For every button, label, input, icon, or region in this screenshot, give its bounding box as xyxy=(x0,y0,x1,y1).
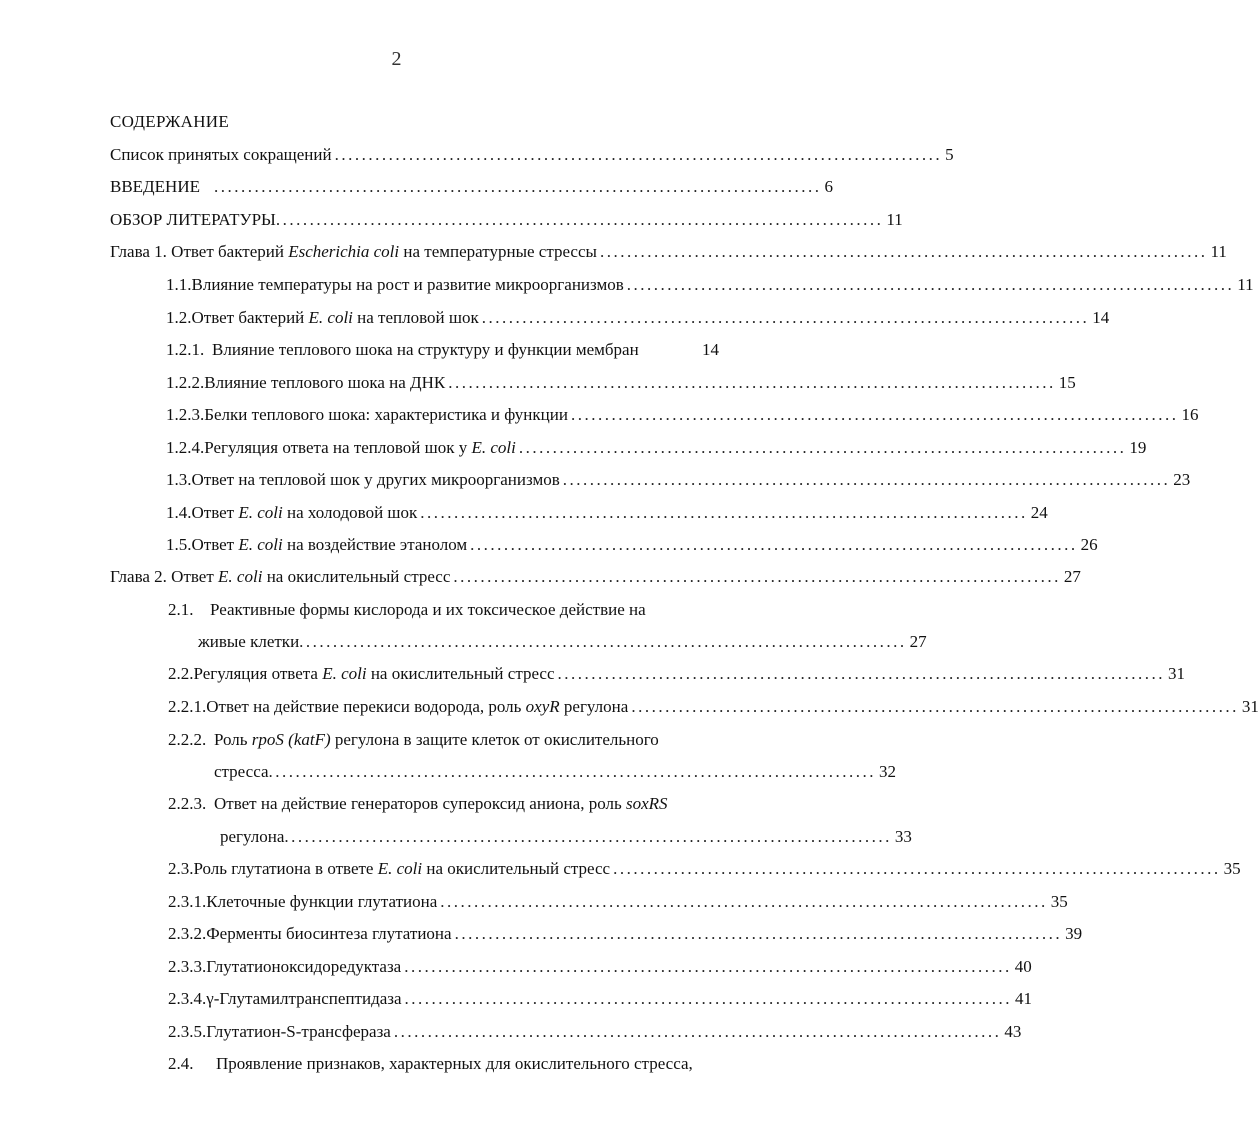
toc-entry-number: 1.3. xyxy=(166,470,192,489)
toc-page-number: 24 xyxy=(1030,503,1048,522)
toc-entry-text: Роль rpoS (katF) регулона в защите клеток от окислительного xyxy=(214,730,659,749)
toc-entry-text: Белки теплового шока: характеристика и функции xyxy=(204,405,568,424)
toc-entry-text: ОБЗОР ЛИТЕРАТУРЫ xyxy=(110,210,276,229)
toc-entry-number: 2.3.1. xyxy=(168,892,207,911)
toc-entry-text: Регуляция ответа на тепловой шок у E. coli xyxy=(204,438,516,457)
toc-entry[interactable] xyxy=(168,730,659,752)
toc-entry[interactable] xyxy=(168,664,1186,686)
toc-entry[interactable] xyxy=(220,827,912,849)
page-number: 2 xyxy=(391,48,402,70)
toc-entry-number: 2.3. xyxy=(168,859,194,878)
toc-entry[interactable] xyxy=(168,697,1259,719)
toc-entry[interactable] xyxy=(110,242,1227,264)
toc-page-number: 15 xyxy=(1058,373,1076,392)
toc-page-number: 31 xyxy=(1168,664,1186,683)
toc-entry-text: Глутатион-S-трансфераза xyxy=(206,1022,391,1041)
toc-entry-text: Реактивные формы кислорода и их токсическое действие на xyxy=(210,600,646,619)
toc-entry-number: 2.3.2. xyxy=(168,924,207,943)
toc-entry[interactable] xyxy=(166,438,1147,460)
toc-page-number: 6 xyxy=(824,177,833,196)
toc-page-number: 39 xyxy=(1065,924,1083,943)
toc-entry[interactable] xyxy=(168,600,646,622)
toc-entry-number: 2.2. xyxy=(168,664,194,683)
toc-page-number: 31 xyxy=(1241,697,1259,716)
toc-entry-number: 1.2.2. xyxy=(166,373,205,392)
toc-entry[interactable] xyxy=(166,470,1191,492)
toc-entry-text: Глутатионоксидоредуктаза xyxy=(206,957,402,976)
toc-leader-dots: .......................................................................................... xyxy=(518,438,1127,457)
toc-leader-dots: .......................................................................................... xyxy=(448,373,1056,392)
toc-entry[interactable] xyxy=(168,989,1033,1011)
toc-leader-dots: .......................................................................................... xyxy=(299,632,907,651)
toc-entry-number: 1.4. xyxy=(166,503,192,522)
toc-leader-dots: .......................................................................................... xyxy=(393,1022,1002,1041)
toc-entry[interactable] xyxy=(168,892,1068,914)
toc-entry-text: стресса xyxy=(214,762,269,781)
toc-entry-number: 1.2.4. xyxy=(166,438,205,457)
toc-leader-dots: .......................................................................................... xyxy=(284,827,892,846)
toc-entry-number: 1.2. xyxy=(166,308,192,327)
toc-page-number: 26 xyxy=(1080,535,1098,554)
toc-entry[interactable] xyxy=(198,632,927,654)
toc-entry-text: Ответ E. coli на холодовой шок xyxy=(191,503,418,522)
toc-entry-text: Регуляция ответа E. coli на окислительный стресс xyxy=(193,664,555,683)
toc-page-number: 23 xyxy=(1173,470,1191,489)
toc-page-number: 32 xyxy=(879,762,896,781)
toc-entry-text: Ферменты биосинтеза глутатиона xyxy=(206,924,452,943)
toc-entry[interactable] xyxy=(166,503,1048,525)
toc-leader-dots: .......................................................................................... xyxy=(562,470,1171,489)
toc-entry-text: Роль глутатиона в ответе E. coli на окислительный стресс xyxy=(193,859,611,878)
toc-page-number: 19 xyxy=(1129,438,1147,457)
toc-entry[interactable] xyxy=(166,340,719,362)
toc-entry-number: 2.3.5. xyxy=(168,1022,207,1041)
toc-leader-dots: .......................................................................................... xyxy=(213,177,822,196)
page-title: СОДЕРЖАНИЕ xyxy=(110,112,230,131)
toc-entry-text: Влияние теплового шока на ДНК xyxy=(204,373,446,392)
toc-entry[interactable] xyxy=(214,762,896,784)
toc-entry-text: Ответ на действие генераторов супероксид аниона, роль soxRS xyxy=(214,794,668,813)
toc-entry-text: Глава 1. Ответ бактерий Escherichia coli на температурные стрессы xyxy=(110,242,597,261)
toc-entry[interactable] xyxy=(168,794,668,816)
toc-leader-dots: .......................................................................................... xyxy=(599,242,1208,261)
toc-page-number: 14 xyxy=(1092,308,1110,327)
toc-entry-text: регулона xyxy=(220,827,285,846)
toc-page-number: 16 xyxy=(1181,405,1199,424)
toc-entry[interactable] xyxy=(166,405,1199,427)
toc-leader-dots: .......................................................................................... xyxy=(570,405,1179,424)
toc-page-number: 27 xyxy=(909,632,927,651)
toc-entry-text: Ответ на действие перекиси водорода, роль oxyR регулона xyxy=(206,697,629,716)
toc-entry[interactable] xyxy=(110,210,903,232)
toc-entry[interactable] xyxy=(110,567,1081,589)
toc-leader-dots: .......................................................................................... xyxy=(481,308,1090,327)
toc-leader-dots: .......................................................................................... xyxy=(275,210,884,229)
toc-entry-number: 1.2.1. xyxy=(166,340,205,359)
toc-entry[interactable] xyxy=(168,1022,1022,1044)
toc-entry[interactable] xyxy=(166,275,1254,297)
toc-entry-number: 2.2.3. xyxy=(168,794,207,813)
toc-page-number: 5 xyxy=(945,145,954,164)
toc-entry-text: Ответ E. coli на воздействие этанолом xyxy=(191,535,468,554)
toc-entry-text: Влияние температуры на рост и развитие микроорганизмов xyxy=(191,275,624,294)
toc-entry-number: 1.5. xyxy=(166,535,192,554)
toc-page-number: 11 xyxy=(1237,275,1254,294)
toc-leader-dots: .......................................................................................... xyxy=(440,892,1048,911)
toc-entry-number: 2.3.4. xyxy=(168,989,207,1008)
toc-entry-text: ВВЕДЕНИЕ xyxy=(110,177,200,196)
toc-leader-dots: .......................................................................................... xyxy=(626,275,1235,294)
toc-entry-text: Клеточные функции глутатиона xyxy=(206,892,438,911)
toc-entry-text: живые клетки xyxy=(198,632,300,651)
toc-entry-number: 2.1. xyxy=(168,600,194,619)
toc-page-number: 35 xyxy=(1050,892,1068,911)
toc-entry-text: Список принятых сокращений xyxy=(110,145,332,164)
toc-leader-dots: .......................................................................................... xyxy=(268,762,876,781)
toc-page-number: 33 xyxy=(894,827,912,846)
toc-entry-text: Проявление признаков, характерных для окислительного стресса, xyxy=(216,1054,693,1073)
toc-leader-dots: .......................................................................................... xyxy=(631,697,1239,716)
toc-page-number: 41 xyxy=(1015,989,1033,1008)
toc-leader-dots: .......................................................................................... xyxy=(454,924,1063,943)
toc-entry[interactable] xyxy=(168,957,1032,979)
toc-page-number: 11 xyxy=(886,210,903,229)
toc-entry[interactable] xyxy=(166,373,1076,395)
toc-entry-number: 2.4. xyxy=(168,1054,194,1073)
toc-entry[interactable] xyxy=(166,308,1110,330)
toc-entry-number: 1.2.3. xyxy=(166,405,205,424)
toc-leader-dots: .......................................................................................... xyxy=(334,145,943,164)
toc-entry-number: 2.2.1. xyxy=(168,697,207,716)
toc-leader-dots: .......................................................................................... xyxy=(404,957,1012,976)
toc-entry-text: Влияние теплового шока на структуру и функции мембран xyxy=(212,340,639,359)
toc-entry-text: Ответ на тепловой шок у других микроорганизмов xyxy=(191,470,560,489)
toc-leader-dots: .......................................................................................... xyxy=(453,567,1061,586)
toc-entry[interactable] xyxy=(168,924,1083,946)
toc-entry-text: Ответ бактерий E. coli на тепловой шок xyxy=(191,308,479,327)
toc-entry[interactable] xyxy=(110,145,954,167)
toc-leader-dots: .......................................................................................... xyxy=(404,989,1013,1008)
toc-entry[interactable] xyxy=(168,1054,693,1076)
toc-entry-number: 1.1. xyxy=(166,275,192,294)
toc-entry[interactable] xyxy=(110,177,833,199)
toc-entry-number: 2.3.3. xyxy=(168,957,207,976)
toc-page-number: 35 xyxy=(1223,859,1241,878)
toc-page-number: 11 xyxy=(1210,242,1227,261)
toc-entry[interactable] xyxy=(168,859,1241,881)
toc-page-number: 27 xyxy=(1063,567,1081,586)
toc-page-number: 14 xyxy=(702,340,719,359)
toc-leader-dots: .......................................................................................... xyxy=(613,859,1221,878)
toc-leader-dots: .......................................................................................... xyxy=(420,503,1028,522)
toc-leader-dots: .......................................................................................... xyxy=(557,664,1166,683)
toc-page-number: 40 xyxy=(1014,957,1032,976)
toc-entry-text: γ-Глутамилтранспептидаза xyxy=(206,989,402,1008)
toc-leader-dots: .......................................................................................... xyxy=(470,535,1078,554)
toc-page-number: 43 xyxy=(1004,1022,1022,1041)
toc-entry[interactable] xyxy=(166,535,1098,557)
toc-entry-number: 2.2.2. xyxy=(168,730,207,749)
toc-entry-text: Глава 2. Ответ E. coli на окислительный стресс xyxy=(110,567,451,586)
